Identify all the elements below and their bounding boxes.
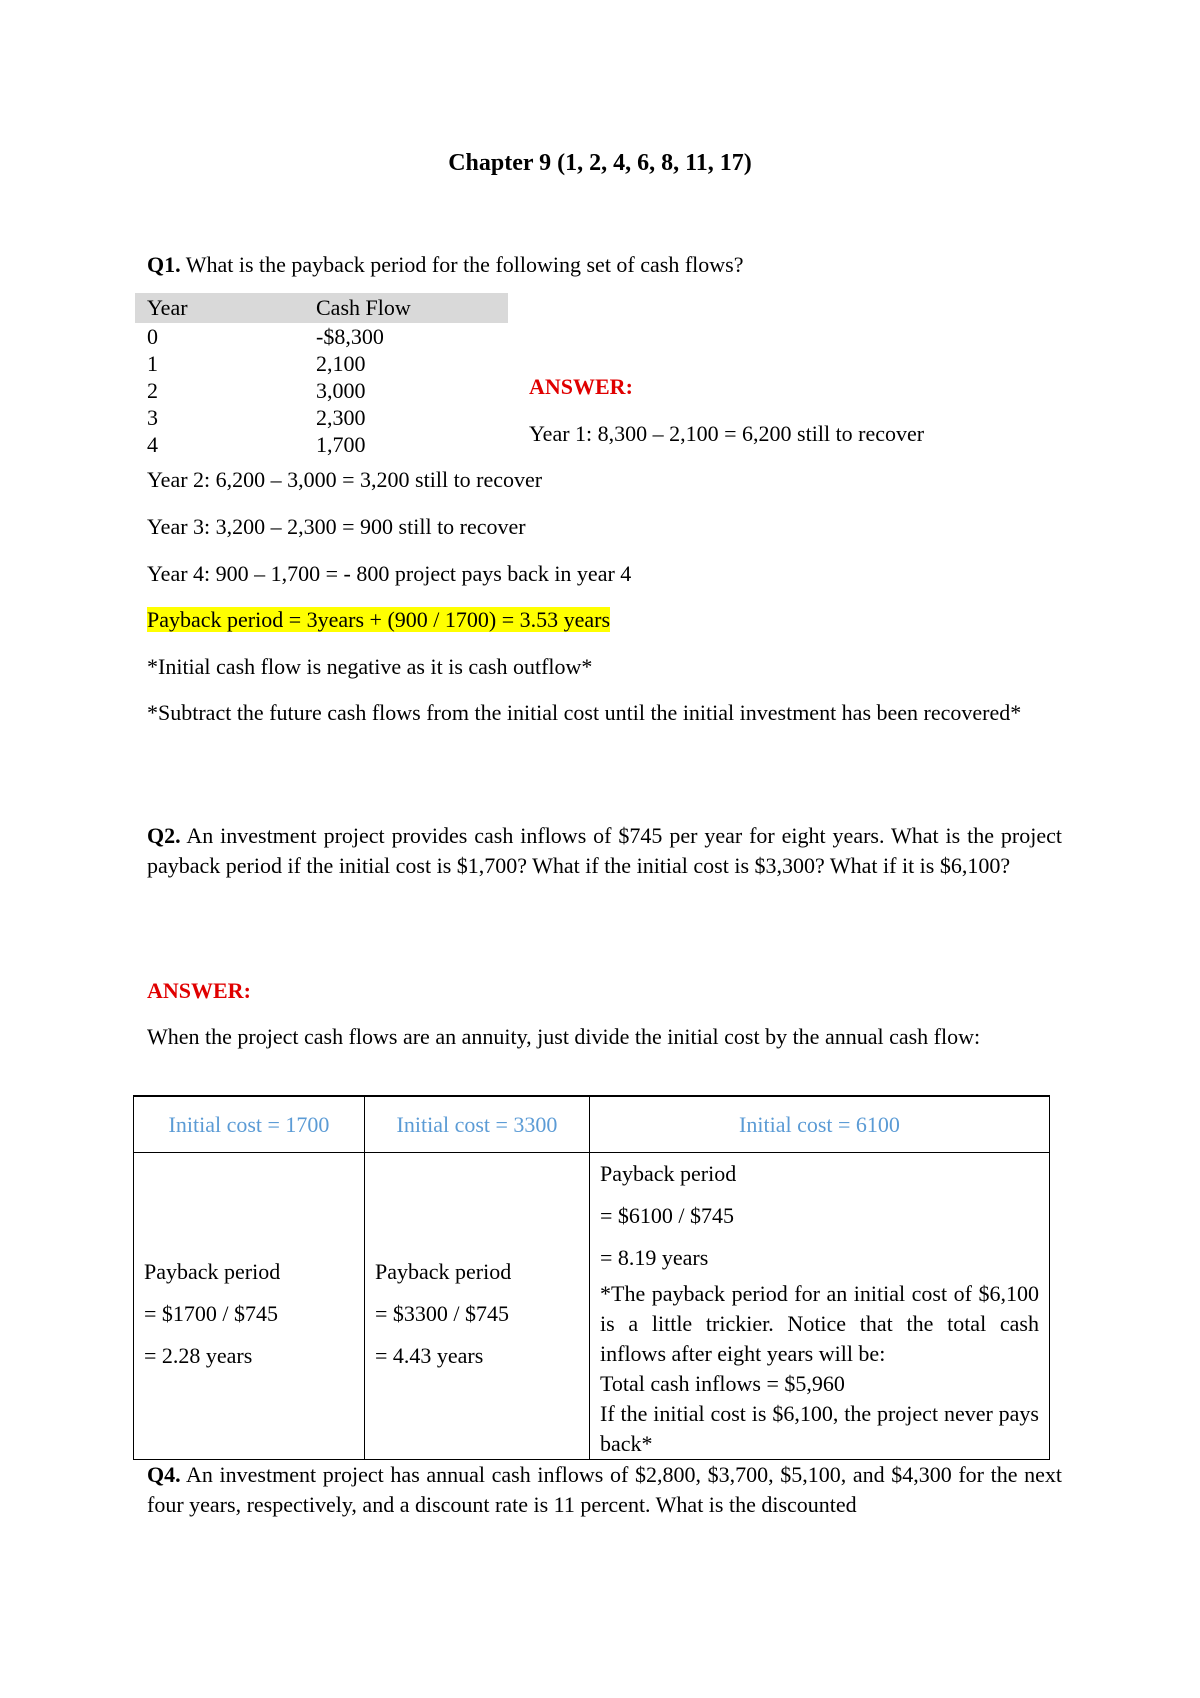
- payback-note: *The payback period for an initial cost of $6,100 is a little trickier. Notice that the total cash inflows after eight years will be:: [600, 1281, 1039, 1366]
- cell-6100: [590, 1153, 1050, 1460]
- cell-cash-flow: -$8,300: [316, 324, 384, 349]
- table-row: [135, 323, 508, 350]
- total-inflows: Total cash inflows = $5,960: [600, 1371, 845, 1396]
- payback-table: [133, 1095, 1050, 1460]
- q1-step-1: Year 1: 8,300 – 2,100 = 6,200 still to recover: [529, 421, 925, 446]
- q4-label: Q4.: [147, 1462, 181, 1487]
- q4-question: [147, 1460, 1062, 1520]
- payback-label: Payback period: [144, 1259, 281, 1284]
- payback-result: = 4.43 years: [375, 1343, 484, 1368]
- cell-cash-flow: 2,300: [316, 405, 366, 430]
- cell-year: 1: [147, 351, 158, 376]
- header-cost-1700: Initial cost = 1700: [134, 1096, 365, 1153]
- cell-year: 3: [147, 405, 158, 430]
- payback-label: Payback period: [375, 1259, 512, 1284]
- q1-question: [147, 250, 1047, 280]
- page-title: Chapter 9 (1, 2, 4, 6, 8, 11, 17): [448, 150, 752, 176]
- cell-3300: [365, 1153, 590, 1460]
- q2-intro: When the project cash flows are an annuity, just divide the initial cost by the annual cash flow:: [147, 1024, 981, 1049]
- table-header-row: [134, 1096, 1050, 1153]
- cell-year: 4: [147, 432, 158, 457]
- q1-result: Payback period = 3years + (900 / 1700) = 3.53 years: [147, 607, 611, 632]
- table-row: [135, 377, 508, 404]
- payback-formula: = $6100 / $745: [600, 1203, 735, 1228]
- cell-cash-flow: 3,000: [316, 378, 366, 403]
- q2-label: Q2.: [147, 823, 181, 848]
- q1-step-3: Year 3: 3,200 – 2,300 = 900 still to recover: [147, 514, 526, 539]
- cell-year: 0: [147, 324, 158, 349]
- q1-text: What is the payback period for the following set of cash flows?: [180, 252, 744, 277]
- cell-cash-flow: 2,100: [316, 351, 366, 376]
- q1-label: Q1.: [147, 252, 181, 277]
- payback-conclusion: If the initial cost is $6,100, the project never pays back*: [600, 1401, 1039, 1456]
- cell-cash-flow: 1,700: [316, 432, 366, 457]
- header-cost-6100: Initial cost = 6100: [590, 1096, 1050, 1153]
- q1-answer-label: ANSWER:: [529, 374, 633, 399]
- table-row: [134, 1153, 1050, 1460]
- q2-question: [147, 821, 1062, 881]
- header-cost-3300: Initial cost = 3300: [365, 1096, 590, 1153]
- header-cash-flow: Cash Flow: [304, 293, 508, 323]
- payback-result: = 2.28 years: [144, 1343, 253, 1368]
- cell-year: 2: [147, 378, 158, 403]
- q4-text: An investment project has annual cash inflows of $2,800, $3,700, $5,100, and $4,300 for the next four years, respectively, and a discount rate is 11 percent. What is the discounted: [147, 1462, 1062, 1517]
- q1-step-2: Year 2: 6,200 – 3,000 = 3,200 still to recover: [147, 467, 543, 492]
- q2-text: An investment project provides cash inflows of $745 per year for eight years. What is the project payback period if the initial cost is $1,700? What if the initial cost is $3,300? What if it is $6,100?: [147, 823, 1062, 878]
- q1-step-4: Year 4: 900 – 1,700 = - 800 project pays back in year 4: [147, 561, 632, 586]
- cash-flow-table: [135, 293, 508, 458]
- payback-formula: = $1700 / $745: [144, 1301, 279, 1326]
- header-year: Year: [135, 293, 304, 323]
- table-row: [135, 404, 508, 431]
- cell-1700: [134, 1153, 365, 1460]
- q2-answer-label: ANSWER:: [147, 978, 251, 1003]
- payback-result: = 8.19 years: [600, 1245, 709, 1270]
- q1-note-2: *Subtract the future cash flows from the initial cost until the initial investment has been recovered*: [147, 700, 1022, 725]
- q1-note-1: *Initial cash flow is negative as it is cash outflow*: [147, 654, 593, 679]
- payback-label: Payback period: [600, 1161, 737, 1186]
- table-row: [135, 431, 508, 458]
- table-header-row: [135, 293, 508, 323]
- table-row: [135, 350, 508, 377]
- payback-formula: = $3300 / $745: [375, 1301, 510, 1326]
